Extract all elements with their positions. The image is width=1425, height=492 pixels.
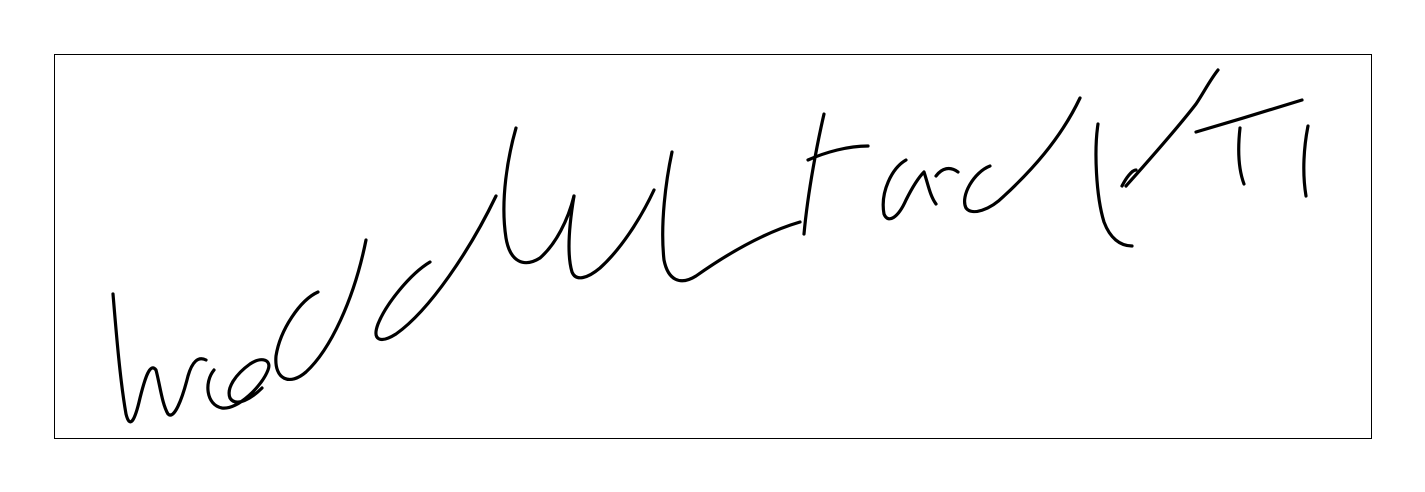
ink-stroke-r — [936, 169, 958, 176]
ink-stroke-o — [208, 360, 269, 408]
ink-stroke-d1 — [276, 240, 366, 379]
ink-stroke-d2 — [965, 98, 1080, 212]
ink-stroke-a — [883, 160, 936, 219]
ink-stroke-l2 — [663, 152, 800, 281]
ink-stroke-w — [113, 294, 206, 422]
ink-stroke-c — [376, 196, 496, 339]
ink-strokes — [113, 70, 1308, 422]
ink-stroke-t2-stem — [1239, 128, 1244, 184]
ink-stroke-e — [569, 190, 654, 278]
ink-stroke-t2-cross — [1196, 100, 1302, 132]
ink-stroke-i — [1304, 126, 1308, 196]
ink-stroke-t-stem — [804, 114, 824, 234]
ink-stroke-l — [504, 128, 574, 263]
